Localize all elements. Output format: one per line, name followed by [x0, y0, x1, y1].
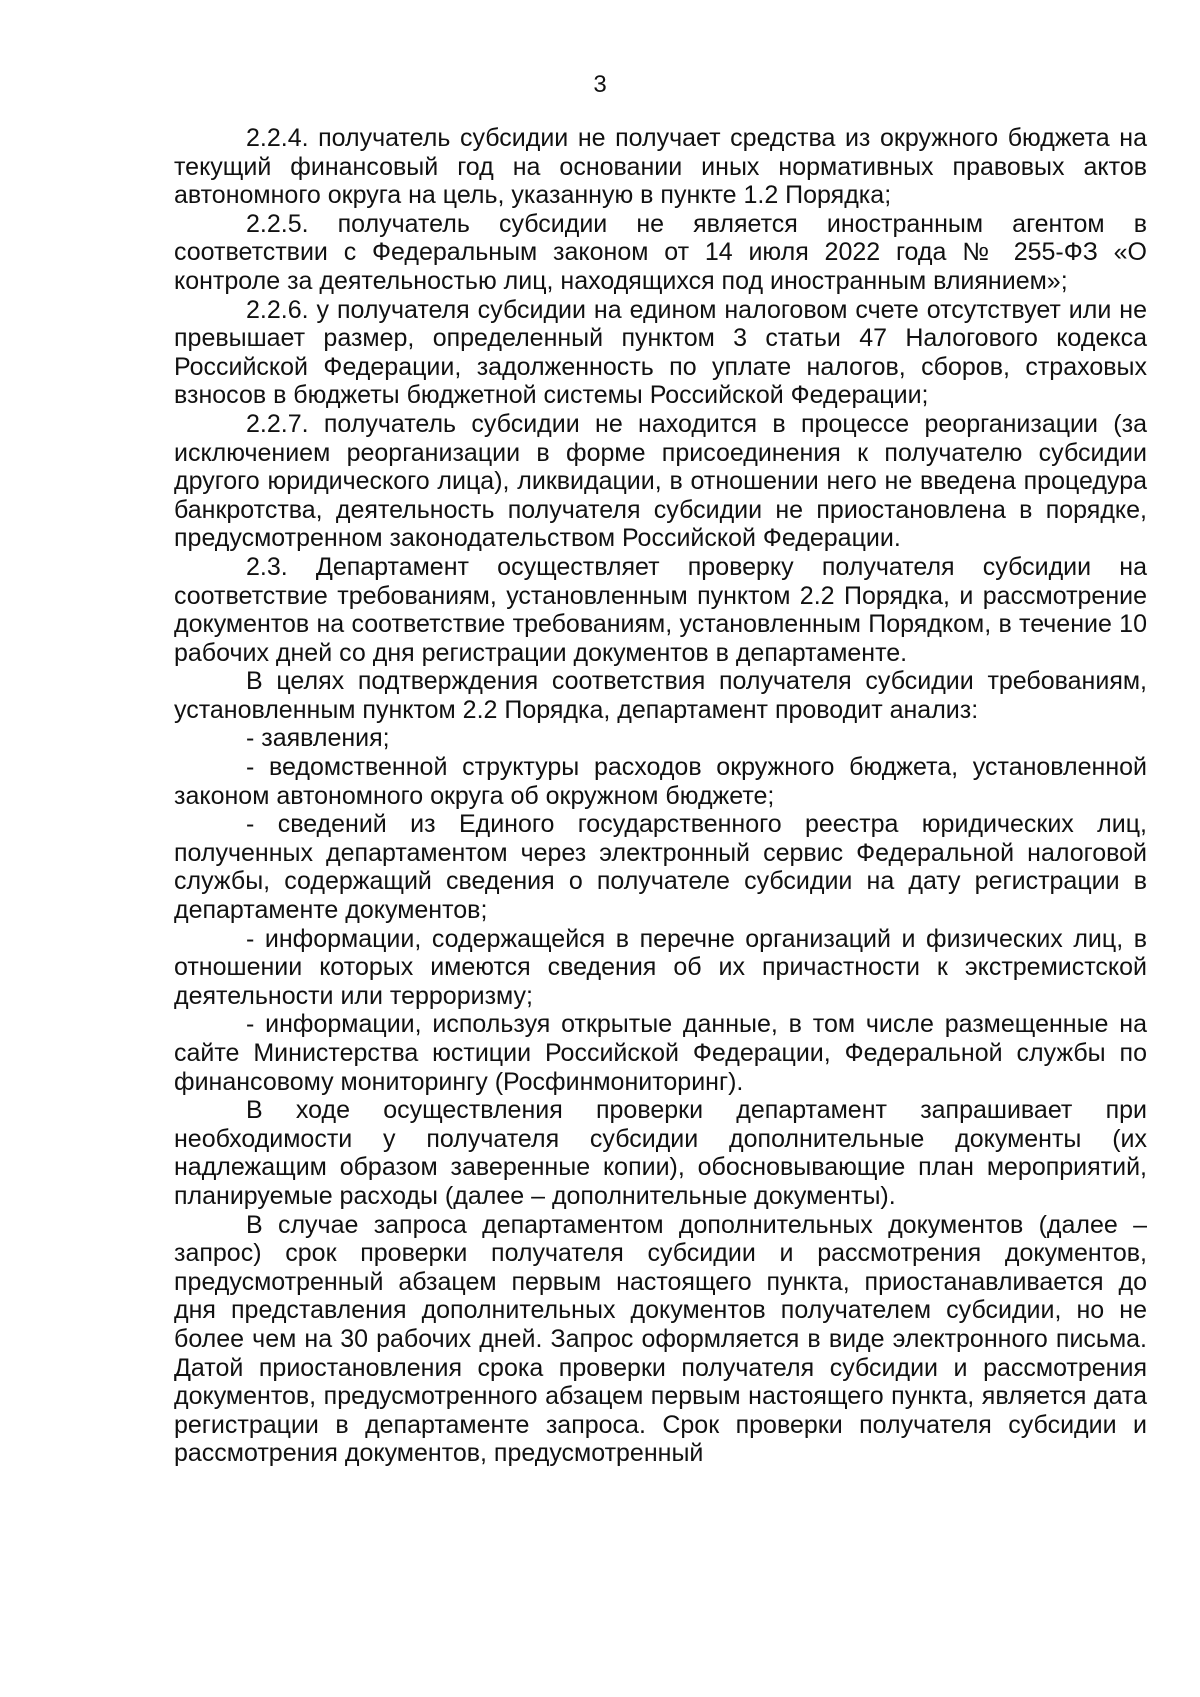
paragraph-analysis-intro: В целях подтверждения соответствия получателя субсидии требованиям, установленным пунктом 2.2 Порядка, департамент проводит анализ:	[174, 667, 1147, 724]
page-number: 3	[593, 71, 607, 98]
list-item-egrul: - сведений из Единого государственного реестра юридических лиц, полученных департаментом через электронный сервис Федеральной налоговой службы, содержащий сведения о получателе субсидии на дату регистрации в департаменте документов;	[174, 810, 1147, 925]
paragraph-2-2-6: 2.2.6. у получателя субсидии на едином налоговом счете отсутствует или не превышает размер, определенный пунктом 3 статьи 47 Налогового кодекса Российской Федерации, задолженность по уплате налогов, сборов, страховых взносов в бюджеты бюджетной системы Российской Федерации;	[174, 295, 1147, 410]
list-item-budget-structure: - ведомственной структуры расходов окружного бюджета, установленной законом автономного округа об окружном бюджете;	[174, 753, 1147, 810]
paragraph-additional-documents: В ходе осуществления проверки департамент запрашивает при необходимости у получателя субсидии дополнительные документы (их надлежащим образом заверенные копии), обосновывающие план мероприятий, планируемые расходы (далее – дополнительные документы).	[174, 1096, 1147, 1210]
list-item-application: - заявления;	[246, 724, 390, 753]
list-item-extremism-list: - информации, содержащейся в перечне организаций и физических лиц, в отношении которых имеются сведения об их причастности к экстремистской деятельности или терроризму;	[174, 924, 1147, 1010]
paragraph-request: В случае запроса департаментом дополнительных документов (далее – запрос) срок проверки получателя субсидии и рассмотрения документов, предусмотренный абзацем первым настоящего пункта, приостанавливается до дня представления дополнительных документов получателем субсидии, но не более чем на 30 рабочих дней. Запрос оформляется в виде электронного письма. Датой приостановления срока проверки получателя субсидии и рассмотрения документов, предусмотренного абзацем первым настоящего пункта, является дата регистрации в департаменте запроса. Срок проверки получателя субсидии и рассмотрения документов, предусмотренный	[174, 1210, 1147, 1468]
paragraph-2-3: 2.3. Департамент осуществляет проверку получателя субсидии на соответствие требованиям, установленным пунктом 2.2 Порядка, и рассмотрение документов на соответствие требованиям, установленным Порядком, в течение 10 рабочих дней со дня регистрации документов в департаменте.	[174, 552, 1147, 667]
paragraph-2-2-7: 2.2.7. получатель субсидии не находится в процессе реорганизации (за исключением реорганизации в форме присоединения к получателю субсидии другого юридического лица), ликвидации, в отношении него не введена процедура банкротства, деятельность получателя субсидии не приостановлена в порядке, предусмотренном законодательством Российской Федерации.	[174, 409, 1147, 553]
paragraph-2-2-4: 2.2.4. получатель субсидии не получает средства из окружного бюджета на текущий финансовый год на основании иных нормативных правовых актов автономного округа на цель, указанную в пункте 1.2 Порядка;	[174, 124, 1147, 210]
list-item-open-data: - информации, используя открытые данные, в том числе размещенные на сайте Министерства юстиции Российской Федерации, Федеральной службы по финансовому мониторингу (Росфинмониторинг).	[174, 1010, 1147, 1096]
paragraph-2-2-5: 2.2.5. получатель субсидии не является иностранным агентом в соответствии с Федеральным законом от 14 июля 2022 года № 255-ФЗ «О контроле за деятельностью лиц, находящихся под иностранным влиянием»;	[174, 209, 1147, 295]
document-body	[174, 124, 1147, 1468]
